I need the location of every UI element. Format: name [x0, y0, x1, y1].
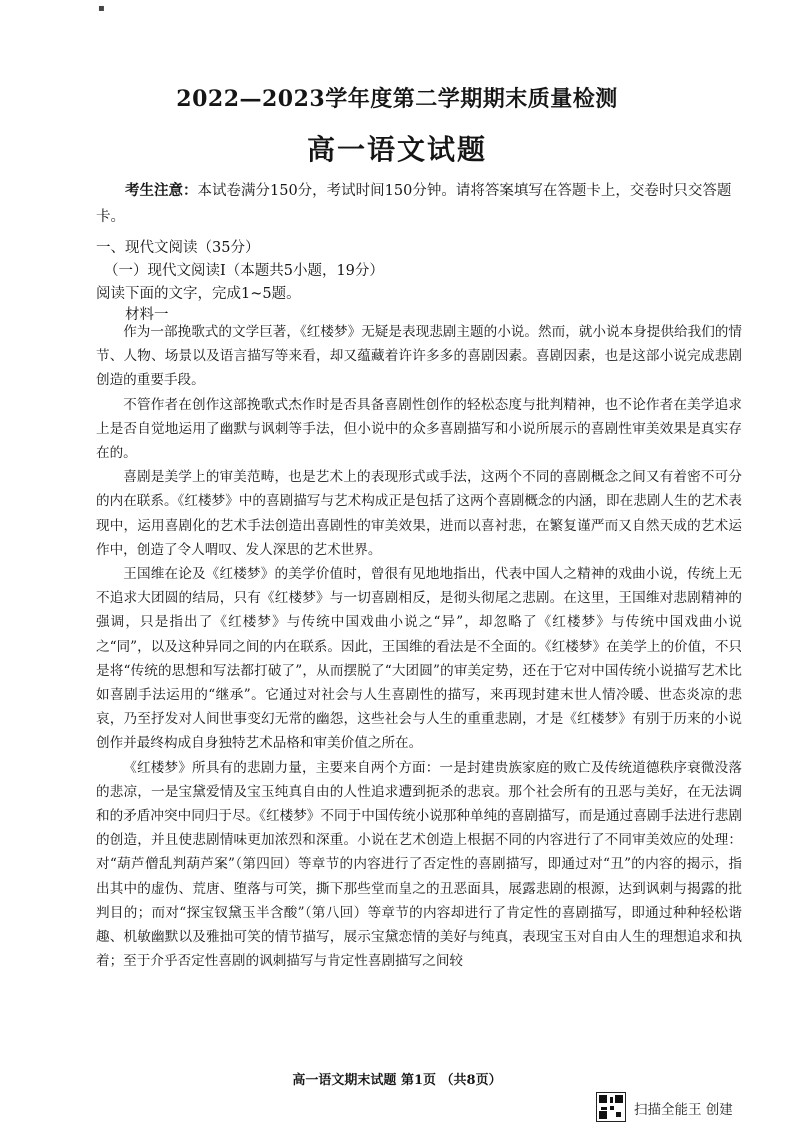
- subsection-heading: （一）现代文阅读Ⅰ（本题共5小题，19分）: [104, 263, 384, 279]
- passage-paragraph: 不管作者在创作这部挽歌式杰作时是否具备喜剧性创作的轻松态度与批判精神，也不论作者在美学追求上是否自觉地运用了幽默与讽刺等手法，但小说中的众多喜剧描写和小说所展示的喜剧性审美效果是真实存在的。: [96, 396, 742, 462]
- reading-instruction: 阅读下面的文字，完成1~5题。: [96, 286, 301, 302]
- paper-title: 高一语文试题: [306, 133, 487, 166]
- section-heading: 一、现代文阅读（35分）: [96, 240, 260, 256]
- candidate-notice: [96, 178, 736, 230]
- exam-title: 2022—2023学年度第二学期期末质量检测: [176, 86, 618, 112]
- scanner-watermark: 扫描全能王 创建: [634, 1102, 733, 1118]
- notice-text: 本试卷满分150分，考试时间150分钟。请将答案填写在答题卡上，交卷时只交答题卡。: [96, 183, 732, 225]
- qr-code-icon: [596, 1092, 626, 1122]
- material-label: 材料一: [125, 307, 169, 323]
- reading-passage: [96, 320, 742, 973]
- passage-paragraph: 《红楼梦》所具有的悲剧力量，主要来自两个方面：一是封建贵族家庭的败亡及传统道德秩序衰微没落的悲凉，一是宝黛爱情及宝玉纯真自由的人性追求遭到扼杀的悲哀。那个社会所有的丑恶与美好，在无法调和的矛盾冲突中同归于尽。《红楼梦》不同于中国传统小说那种单纯的喜剧描写，而是通过喜剧手法进行悲剧的创造，并且使悲剧情味更加浓烈和深重。小说在艺术创造上根据不同的内容进行了不同审美效应的处理：对“葫芦僧乱判葫芦案”（第四回）等章节的内容进行了否定性的喜剧描写，即通过对“丑”的内容的揭示，指出其中的虚伪、荒唐、堕落与可笑，撕下那些堂而皇之的丑恶面具，展露悲剧的根源，达到讽刺与揭露的批判目的；而对“探宝钗黛玉半含酸”（第八回）等章节的内容却进行了肯定性的喜剧描写，即通过种种轻松谐趣、机敏幽默以及雅拙可笑的情节描写，展示宝黛恋情的美好与纯真，表现宝玉对自由人生的理想追求和执着；至于介乎否定性喜剧的讽刺描写与肯定性喜剧描写之间较: [96, 759, 742, 970]
- scan-corner-mark: ▪: [98, 3, 105, 14]
- passage-paragraph: 王国维在论及《红楼梦》的美学价值时，曾很有见地地指出，代表中国人之精神的戏曲小说，传统上无不追求大团圆的结局，只有《红楼梦》与一切喜剧相反，是彻头彻尾之悲剧。在这里，王国维对悲剧精神的强调，只是指出了《红楼梦》与传统中国戏曲小说之“异”，却忽略了《红楼梦》与传统中国戏曲小说之“同”，以及这种异同之间的内在联系。因此，王国维的看法是不全面的。《红楼梦》在美学上的价值，不只是将“传统的思想和写法都打破了”，从而摆脱了“大团圆”的审美定势，还在于它对中国传统小说描写艺术比如喜剧手法运用的“继承”。它通过对社会与人生喜剧性的描写，来再现封建末世人情冷暖、世态炎凉的悲哀，乃至抒发对人间世事变幻无常的幽怨，这些社会与人生的重重悲剧，才是《红楼梦》有别于历来的小说创作并最终构成自身独特艺术品格和审美价值之所在。: [96, 566, 743, 752]
- passage-paragraph: 喜剧是美学上的审美范畴，也是艺术上的表现形式或手法，这两个不同的喜剧概念之间又有着密不可分的内在联系。《红楼梦》中的喜剧描写与艺术构成正是包括了这两个喜剧概念的内涵，即在悲剧人生的艺术表现中，运用喜剧化的艺术手法创造出喜剧性的审美效果，进而以喜衬悲，在繁复谨严而又自然天成的艺术运作中，创造了令人喟叹、发人深思的艺术世界。: [96, 469, 742, 558]
- notice-label: 考生注意：: [125, 182, 198, 199]
- page-footer: 高一语文期末试题 第1页 （共8页）: [292, 1073, 502, 1088]
- passage-paragraph: 作为一部挽歌式的文学巨著，《红楼梦》无疑是表现悲剧主题的小说。然而，就小说本身提供给我们的情节、人物、场景以及语言描写等来看，却又蕴藏着许许多多的喜剧因素。喜剧因素，也是这部小说完成悲剧创造的重要手段。: [96, 324, 742, 389]
